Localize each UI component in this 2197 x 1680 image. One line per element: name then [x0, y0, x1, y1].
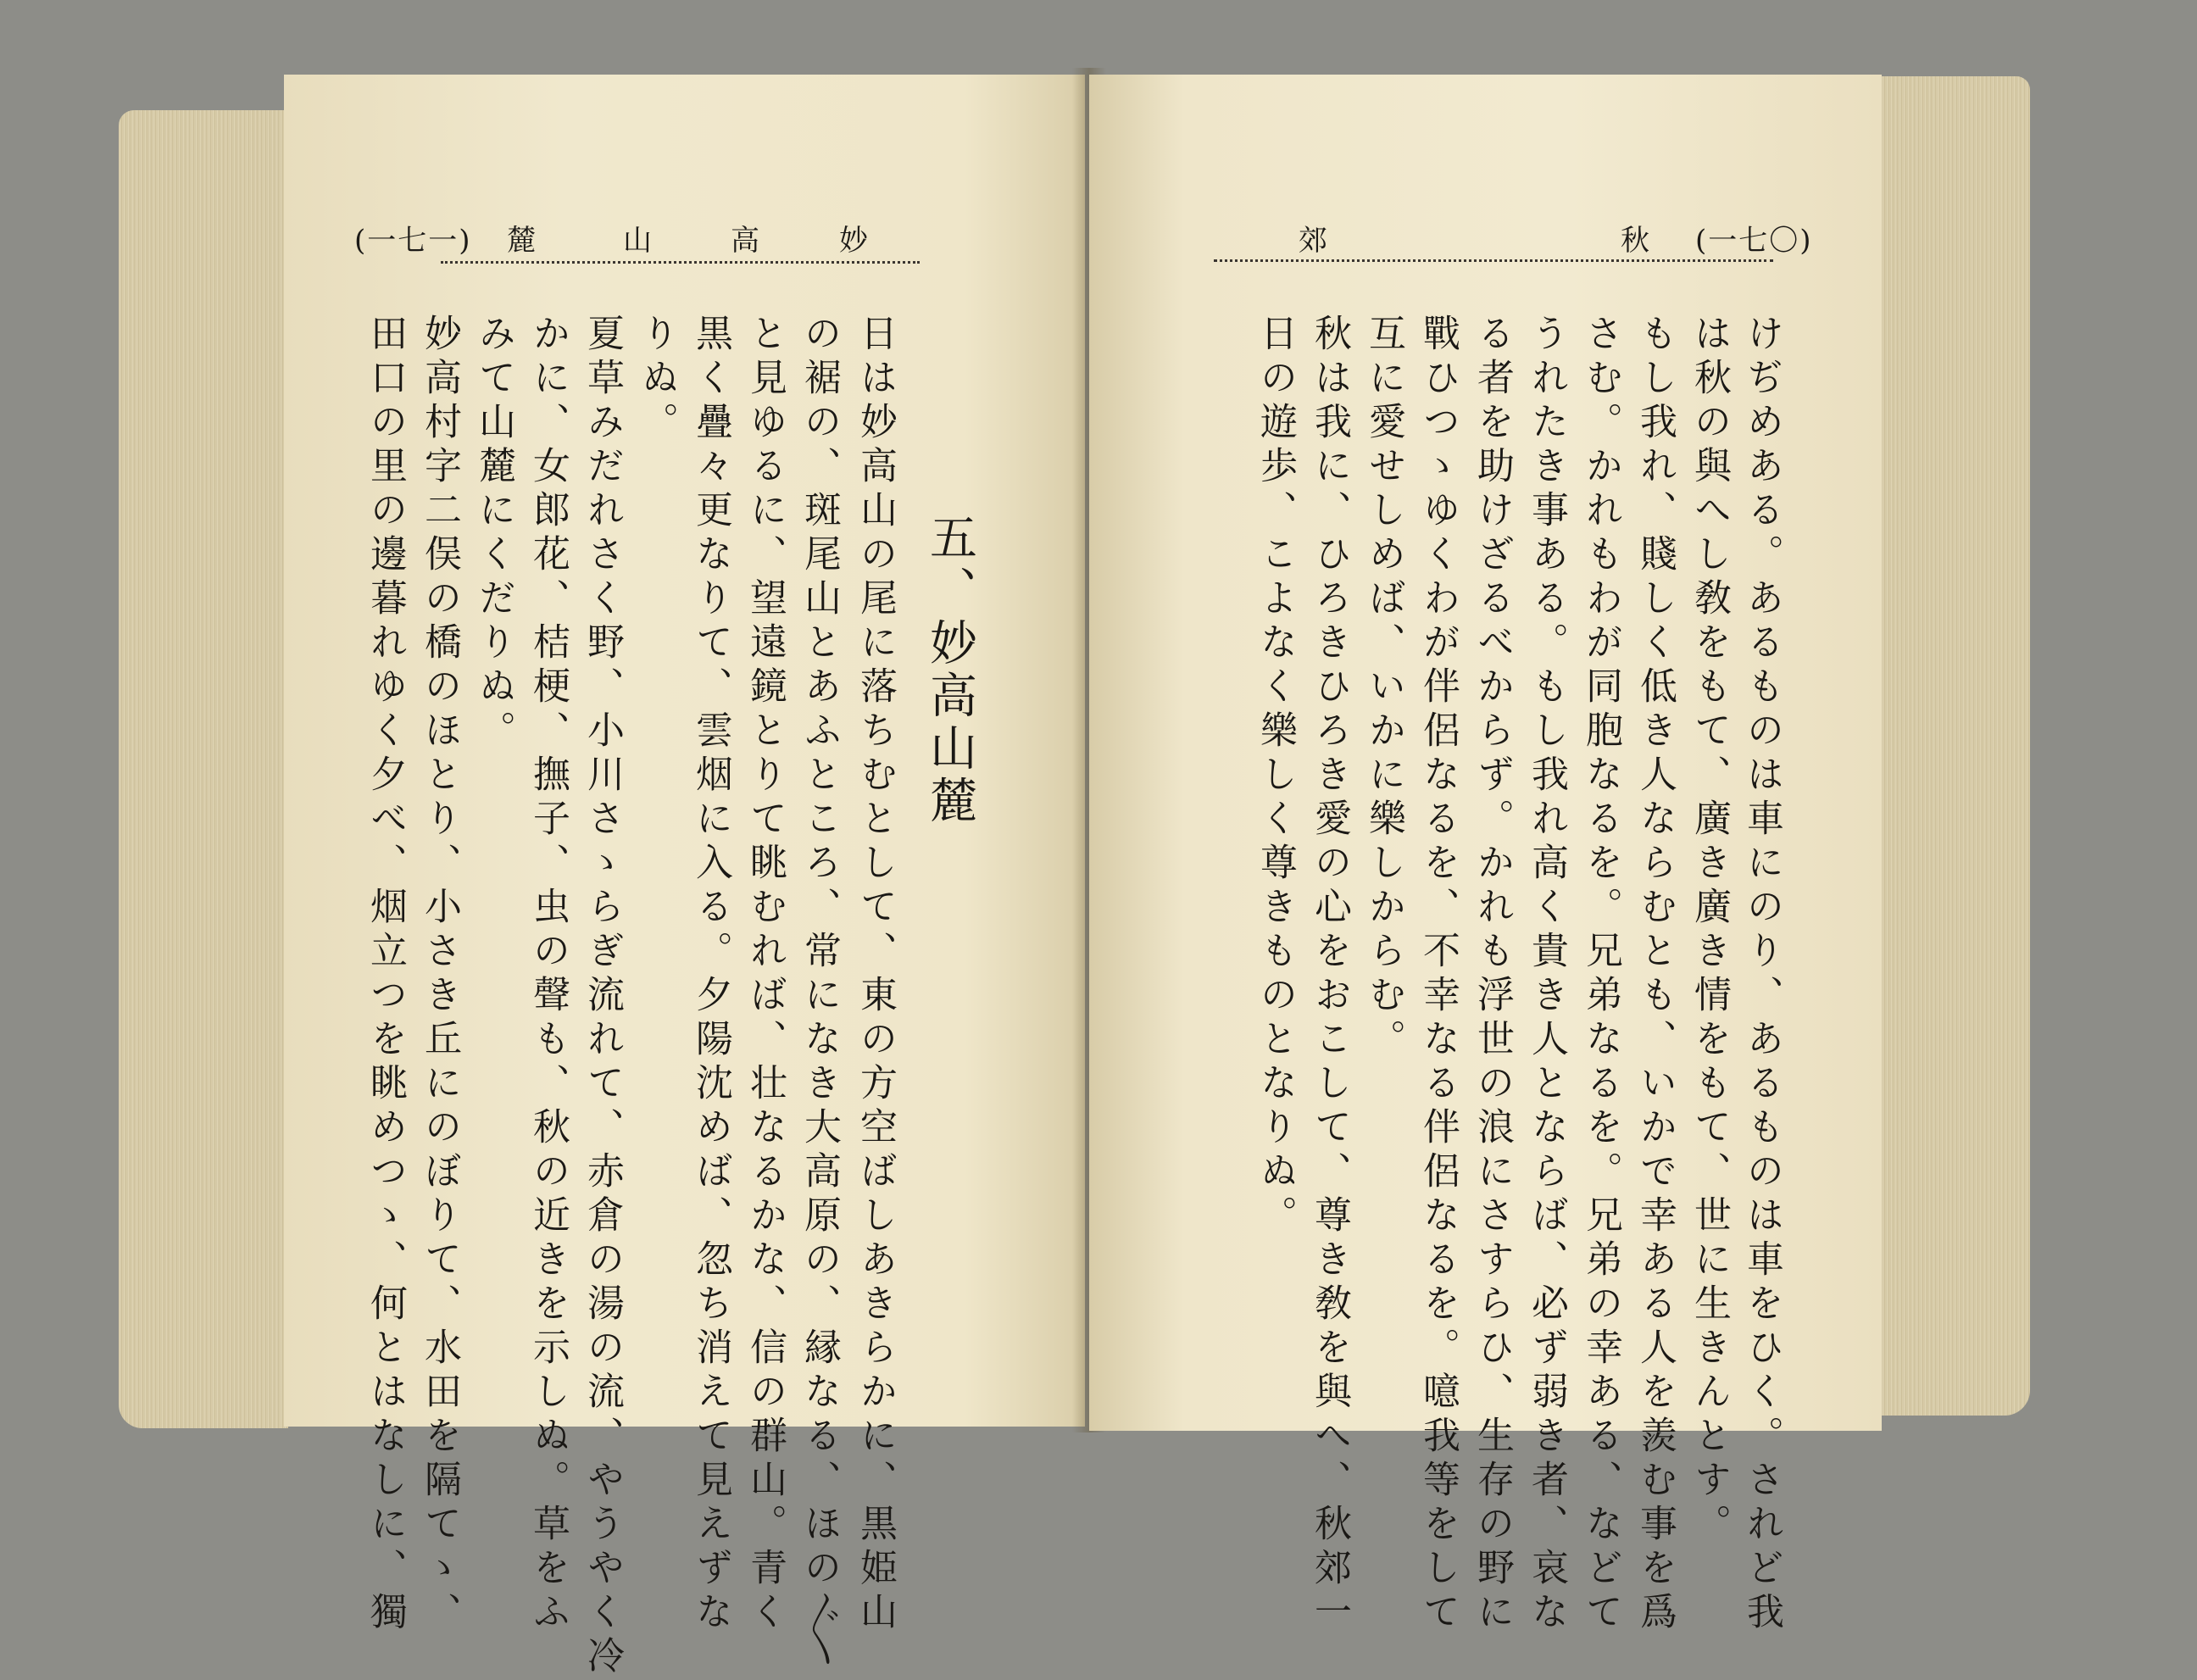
right-running-title-char: 秋 [1621, 224, 1651, 258]
text-column: かに、女郎花、桔梗、撫子、虫の聲も、秋の近きを示しぬ。草をふ [526, 314, 570, 1636]
text-column: は秋の與へし敎をもて、廣き廣き情をもて、世に生きんとす。 [1688, 314, 1731, 1548]
text-column: 戰ひつゝゆくわが伴侶なるを、不幸なる伴侶なるを。噫我等をして [1416, 314, 1460, 1636]
text-column: さむ。かれもわが同胞なるを。兄弟なるを。兄弟の幸ある、などて [1579, 314, 1622, 1636]
text-column: みて山麓にくだりぬ。 [472, 314, 515, 754]
text-column: 日の遊歩、こよなく樂しく尊きものとなりぬ。 [1254, 314, 1297, 1239]
left-running-title-char: 妙 [839, 224, 870, 258]
left-page-edges [119, 110, 288, 1428]
text-column: の裾の、斑尾山とあふところ、常になき大高原の、縁なる、ほの〴〵 [798, 314, 841, 1673]
text-column: 秋は我に、ひろきひろき愛の心をおこして、尊き敎を與へ、秋郊一 [1308, 314, 1351, 1636]
text-column: 互に愛せしめば、いかに樂しからむ。 [1362, 314, 1405, 1063]
left-header-rule [441, 261, 920, 264]
text-column: 田口の里の邊暮れゆく夕べ、烟立つを眺めつゝ、何とはなしに、獨 [364, 314, 407, 1636]
text-column: る者を助けざるべからず。かれも浮世の浪にさすらひ、生存の野に [1471, 314, 1514, 1636]
right-page-edges [1877, 76, 2030, 1416]
text-column: もし我れ、賤しく低き人ならむとも、いかで幸ある人を羨む事を爲 [1633, 314, 1677, 1636]
text-column: りぬ。 [635, 314, 678, 446]
left-running-title-char: 高 [731, 224, 761, 258]
text-column: うれたき事ある。もし我れ高く貴き人とならば、必ず弱き者、哀な [1525, 314, 1568, 1636]
right-running-title-char: 郊 [1299, 224, 1329, 258]
chapter-title: 五、妙高山麓 [922, 513, 977, 828]
text-column: 妙高村字二俣の橋のほとり、小さき丘にのぼりて、水田を隔てゝ、 [418, 314, 461, 1636]
text-column: 日は妙高山の尾に落ちむとして、東の方空ばしあきらかに、黒姫山 [854, 314, 897, 1636]
right-page-number: (一七〇) [1695, 224, 1813, 258]
text-column: 黒く疊々更なりて、雲烟に入る。夕陽沈めば、忽ち消えて見えずな [689, 314, 732, 1636]
text-column: 夏草みだれさく野、小川さゝらぎ流れて、赤倉の湯の流、やうやく冷 [581, 314, 624, 1680]
right-header-rule [1214, 259, 1773, 262]
left-running-title-char: 麓 [507, 224, 537, 258]
text-column: けぢめある。あるものは車にのり、あるものは車をひく。されど我 [1740, 314, 1783, 1636]
left-page-number: (一七一) [354, 224, 472, 258]
left-running-title-char: 山 [623, 224, 654, 258]
text-column: と見ゆるに、望遠鏡とりて眺むれば、壮なるかな、信の群山。青く [743, 314, 787, 1636]
